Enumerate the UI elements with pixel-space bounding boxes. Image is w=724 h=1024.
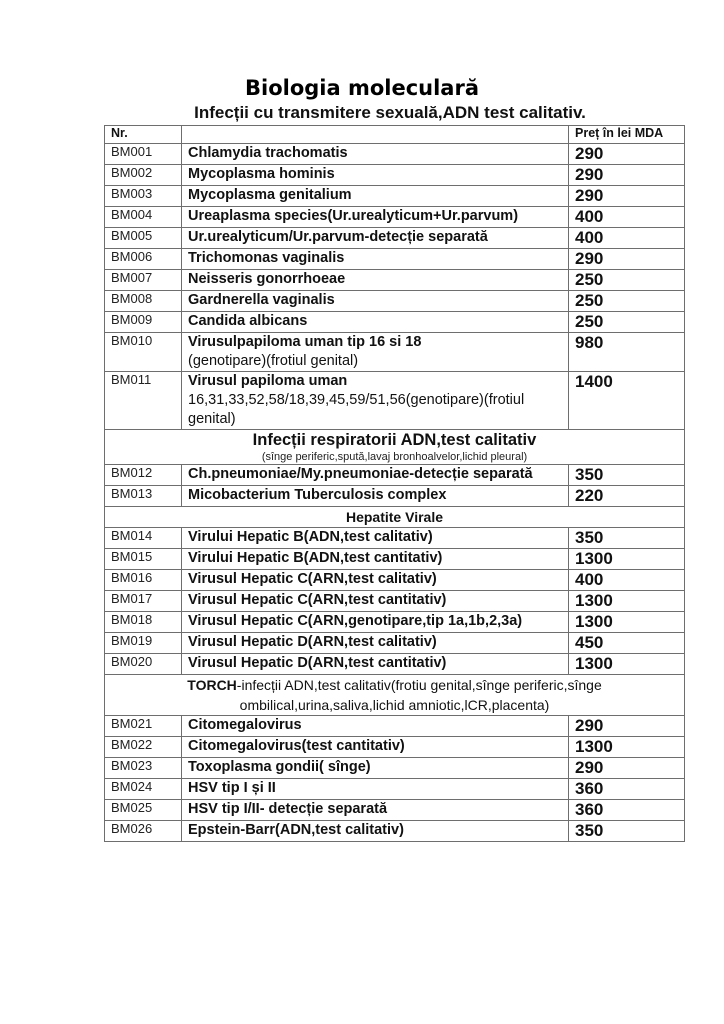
test-name-cell — [182, 737, 569, 758]
header-price: Preț în lei MDA — [569, 126, 685, 144]
test-name: Chlamydia trachomatis — [188, 145, 348, 161]
test-name-cell — [182, 528, 569, 549]
table-row — [105, 465, 685, 486]
table-row — [105, 654, 685, 675]
test-name: Epstein-Barr(ADN,test calitativ) — [188, 822, 404, 838]
test-price: 290 — [569, 249, 685, 270]
test-code: BM020 — [105, 654, 182, 675]
test-name: Trichomonas vaginalis — [188, 250, 345, 266]
test-detail: 16,31,33,52,58/18,39,45,59/51,56(genotipare)(frotiul genital) — [188, 392, 525, 427]
test-code: BM019 — [105, 633, 182, 654]
test-code: BM022 — [105, 737, 182, 758]
test-code: BM013 — [105, 486, 182, 507]
test-name-cell — [182, 270, 569, 291]
test-name-cell — [182, 465, 569, 486]
test-name-cell — [182, 207, 569, 228]
table-row — [105, 144, 685, 165]
table-row — [105, 372, 685, 430]
test-price: 290 — [569, 716, 685, 737]
test-code: BM005 — [105, 228, 182, 249]
section-title-bold: TORCH — [187, 677, 237, 693]
test-name-cell — [182, 291, 569, 312]
table-row — [105, 570, 685, 591]
table-row — [105, 779, 685, 800]
test-name: Virusul Hepatic D(ARN,test cantitativ) — [188, 655, 447, 671]
test-code: BM003 — [105, 186, 182, 207]
test-name: HSV tip I și II — [188, 780, 276, 796]
header-name — [182, 126, 569, 144]
test-code: BM014 — [105, 528, 182, 549]
test-name: Virusul Hepatic C(ARN,test cantitativ) — [188, 592, 447, 608]
test-code: BM002 — [105, 165, 182, 186]
test-name-cell — [182, 312, 569, 333]
test-price: 980 — [569, 333, 685, 372]
table-row — [105, 528, 685, 549]
section-respiratory — [105, 430, 685, 465]
test-price: 450 — [569, 633, 685, 654]
test-name: Neisseris gonorrhoeae — [188, 271, 346, 287]
section-title — [111, 675, 678, 715]
price-table — [104, 125, 685, 842]
test-price: 290 — [569, 165, 685, 186]
section-hepatitis — [105, 507, 685, 528]
test-name-cell — [182, 186, 569, 207]
section-title: Infecții respiratorii ADN,test calitativ — [252, 431, 537, 449]
table-row — [105, 549, 685, 570]
test-name: Citomegalovirus — [188, 717, 302, 733]
test-name: Ureaplasma species(Ur.urealyticum+Ur.parvum) — [188, 208, 519, 224]
test-name-cell — [182, 486, 569, 507]
test-name-cell — [182, 779, 569, 800]
test-name-cell — [182, 612, 569, 633]
test-name: Candida albicans — [188, 313, 308, 329]
section-note: (sînge periferic,spută,lavaj bronhoalvelor,lichid pleural) — [261, 451, 528, 463]
table-row — [105, 737, 685, 758]
table-row — [105, 249, 685, 270]
test-code: BM007 — [105, 270, 182, 291]
test-code: BM018 — [105, 612, 182, 633]
test-name: HSV tip I/II- detecție separată — [188, 801, 388, 817]
table-row — [105, 821, 685, 842]
test-price: 350 — [569, 821, 685, 842]
section-torch — [105, 675, 685, 716]
test-price: 250 — [569, 270, 685, 291]
page-subtitle: Infecții cu transmitere sexuală,ADN test calitativ. — [194, 103, 586, 122]
test-code: BM016 — [105, 570, 182, 591]
test-name-cell — [182, 372, 569, 430]
table-row — [105, 291, 685, 312]
test-name: Citomegalovirus(test cantitativ) — [188, 738, 405, 754]
test-price: 360 — [569, 800, 685, 821]
test-name: Virusul Hepatic C(ARN,genotipare,tip 1a,1b,2,3a) — [188, 613, 523, 629]
test-price: 350 — [569, 528, 685, 549]
test-code: BM025 — [105, 800, 182, 821]
table-row — [105, 207, 685, 228]
test-name-cell — [182, 228, 569, 249]
test-code: BM006 — [105, 249, 182, 270]
test-price: 1300 — [569, 654, 685, 675]
table-row — [105, 228, 685, 249]
table-row — [105, 716, 685, 737]
table-header-row — [105, 126, 685, 144]
test-name-cell — [182, 758, 569, 779]
test-code: BM001 — [105, 144, 182, 165]
test-price: 400 — [569, 207, 685, 228]
test-price: 290 — [569, 144, 685, 165]
test-price: 250 — [569, 312, 685, 333]
test-code: BM004 — [105, 207, 182, 228]
section-cell — [105, 675, 685, 716]
test-price: 400 — [569, 228, 685, 249]
test-code: BM026 — [105, 821, 182, 842]
test-code: BM017 — [105, 591, 182, 612]
test-price: 360 — [569, 779, 685, 800]
test-name-cell — [182, 570, 569, 591]
table-row — [105, 758, 685, 779]
test-name-cell — [182, 591, 569, 612]
table-row — [105, 612, 685, 633]
table-row — [105, 591, 685, 612]
test-name: Mycoplasma hominis — [188, 166, 335, 182]
test-name-cell — [182, 144, 569, 165]
test-name: Virului Hepatic B(ADN,test calitativ) — [188, 529, 433, 545]
test-price: 290 — [569, 758, 685, 779]
test-name-cell — [182, 165, 569, 186]
test-name: Virului Hepatic B(ADN,test cantitativ) — [188, 550, 443, 566]
test-name-cell — [182, 549, 569, 570]
test-code: BM011 — [105, 372, 182, 430]
table-row — [105, 633, 685, 654]
section-cell — [105, 430, 685, 465]
test-price: 1300 — [569, 737, 685, 758]
test-code: BM009 — [105, 312, 182, 333]
test-code: BM010 — [105, 333, 182, 372]
header-nr: Nr. — [105, 126, 182, 144]
table-row — [105, 186, 685, 207]
table-row — [105, 333, 685, 372]
test-name: Ch.pneumoniae/My.pneumoniae-detecție separată — [188, 466, 533, 482]
test-code: BM023 — [105, 758, 182, 779]
test-name: Micobacterium Tuberculosis complex — [188, 487, 447, 503]
table-row — [105, 312, 685, 333]
section-cell — [105, 507, 685, 528]
test-code: BM015 — [105, 549, 182, 570]
test-price: 220 — [569, 486, 685, 507]
test-name-cell — [182, 633, 569, 654]
table-row — [105, 270, 685, 291]
test-name: Virusul Hepatic C(ARN,test calitativ) — [188, 571, 437, 587]
test-price: 1400 — [569, 372, 685, 430]
test-detail: (genotipare)(frotiul genital) — [188, 353, 359, 369]
table-row — [105, 165, 685, 186]
test-code: BM021 — [105, 716, 182, 737]
table-row — [105, 800, 685, 821]
test-code: BM012 — [105, 465, 182, 486]
test-name: Virusul papiloma uman — [188, 373, 348, 389]
test-name-cell — [182, 654, 569, 675]
test-name: Virusulpapiloma uman tip 16 si 18 — [188, 334, 422, 350]
test-name-cell — [182, 716, 569, 737]
section-title: Hepatite Virale — [345, 509, 443, 525]
test-name: Gardnerella vaginalis — [188, 292, 335, 308]
test-price: 1300 — [569, 591, 685, 612]
test-price: 1300 — [569, 549, 685, 570]
test-name-cell — [182, 800, 569, 821]
test-price: 290 — [569, 186, 685, 207]
test-name-cell — [182, 821, 569, 842]
test-price: 1300 — [569, 612, 685, 633]
test-name: Virusul Hepatic D(ARN,test calitativ) — [188, 634, 437, 650]
section-title-text: -infecții ADN,test calitativ(frotiu genital,sînge periferic,sînge ombilical,urina,saliva,lichid amniotic,lCR,placenta) — [236, 677, 602, 713]
test-name: Mycoplasma genitalium — [188, 187, 352, 203]
test-name: Toxoplasma gondii( sînge) — [188, 759, 371, 775]
test-price: 350 — [569, 465, 685, 486]
test-name-cell — [182, 249, 569, 270]
page-title: Biologia moleculară — [244, 76, 479, 100]
test-price: 400 — [569, 570, 685, 591]
test-price: 250 — [569, 291, 685, 312]
table-row — [105, 486, 685, 507]
test-name-cell — [182, 333, 569, 372]
test-name: Ur.urealyticum/Ur.parvum-detecție separată — [188, 229, 488, 245]
test-code: BM008 — [105, 291, 182, 312]
test-code: BM024 — [105, 779, 182, 800]
